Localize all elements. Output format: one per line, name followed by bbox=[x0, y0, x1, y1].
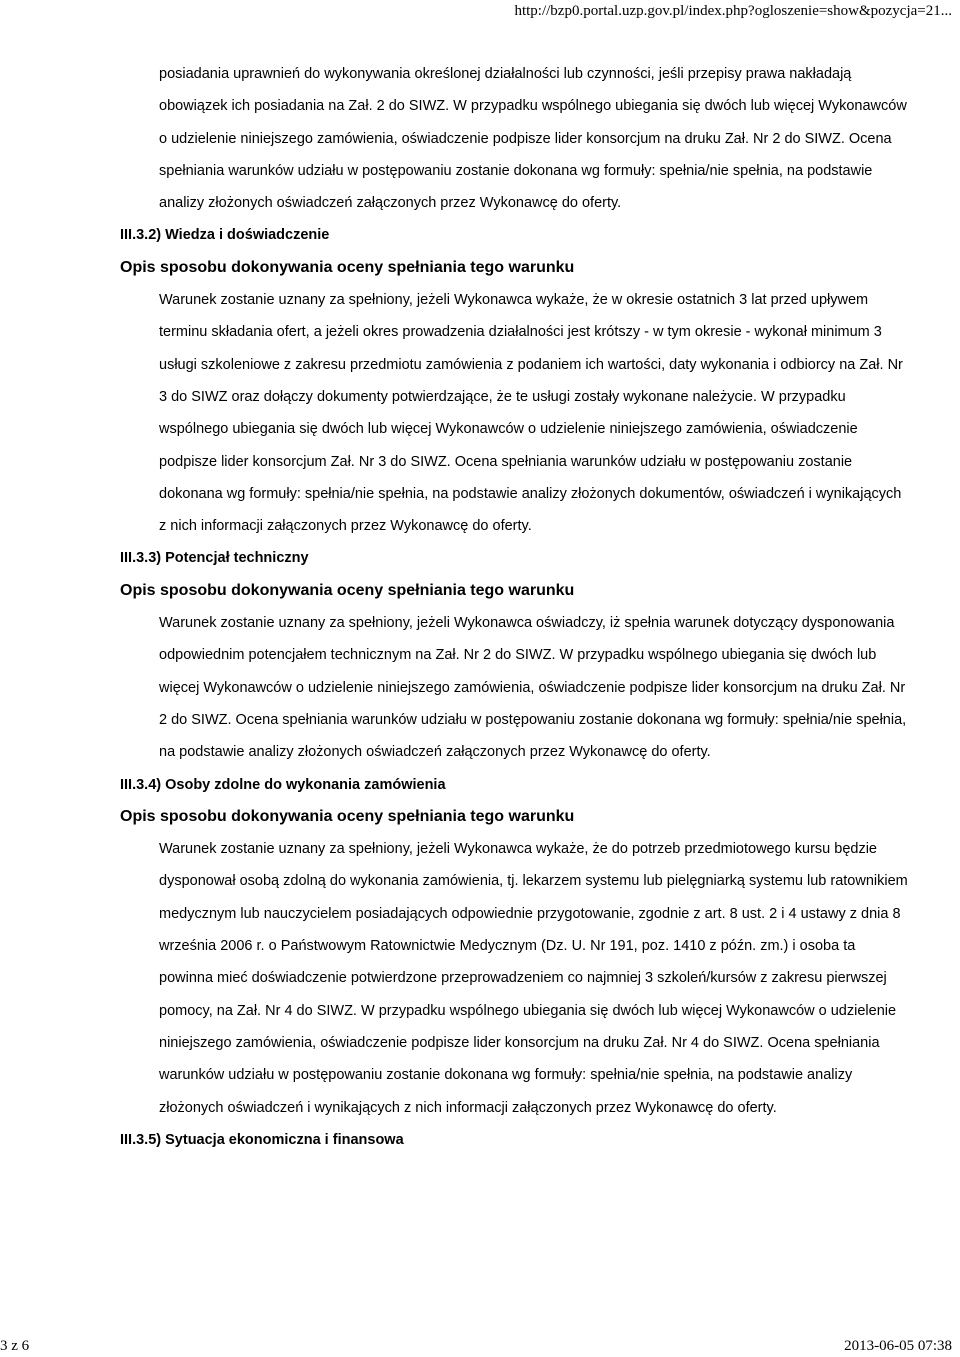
section-heading-wiedza: III.3.2) Wiedza i doświadczenie bbox=[120, 227, 330, 244]
paragraph-osoby: Warunek zostanie uznany za spełniony, jeżeli Wykonawca wykaże, że do potrzeb przedmiotowego kursu będzie dysponował osobą zdolną do wykonania zamówienia, tj. lekarzem systemu lub pielęgniarką systemu lub ratownikiem medycznym lub nauczycielem posiadających odpowiednie przygotowanie, zgodnie z art. 8 ust. 2 i 4 ustawy z dnia 8 września 2006 r. o Państwowym Ratownictwie Medycznym (Dz. U. Nr 191, poz. 1410 z późn. zm.) i osoba ta powinna mieć doświadczenie potwierdzone przeprowadzeniem co najmniej 3 szkoleń/kursów z zakresu pierwszej pomocy, na Zał. Nr 4 do SIWZ. W przypadku wspólnego ubiegania się dwóch lub więcej Wykonawców o udzielenie niniejszego zamówienia, oświadczenie podpisze lider konsorcjum na druku Zał. Nr 4 do SIWZ. Ocena spełniania warunków udziału w postępowaniu zostanie dokonana wg formuły: spełnia/nie spełnia, na podstawie analizy złożonych oświadczeń i wynikających z nich informacji załączonych przez Wykonawcę do oferty. bbox=[159, 841, 908, 1116]
assessment-heading-potencjal: Opis sposobu dokonywania oceny spełniania tego warunku bbox=[120, 581, 575, 599]
section-heading-potencjal: III.3.3) Potencjał techniczny bbox=[120, 550, 309, 567]
paragraph-potencjal: Warunek zostanie uznany za spełniony, jeżeli Wykonawca oświadczy, iż spełnia warunek dotyczący dysponowania odpowiednim potencjałem technicznym na Zał. Nr 2 do SIWZ. W przypadku wspólnego ubiegania się dwóch lub więcej Wykonawców o udzielenie niniejszego zamówienia, oświadczenie podpisze lider konsorcjum na druku Zał. Nr 2 do SIWZ. Ocena spełniania warunków udziału w postępowaniu zostanie dokonana wg formuły: spełnia/nie spełnia, na podstawie analizy złożonych oświadczeń załączonych przez Wykonawcę do oferty. bbox=[159, 615, 907, 761]
paragraph-wiedza: Warunek zostanie uznany za spełniony, jeżeli Wykonawca wykaże, że w okresie ostatnich 3 lat przed upływem terminu składania ofert, a jeżeli okres prowadzenia działalności jest krótszy - w tym okresie - wykonał minimum 3 usługi szkoleniowe z zakresu przedmiotu zamówienia z podaniem ich wartości, daty wykonania i odbiorcy na Zał. Nr 3 do SIWZ oraz dołączy dokumenty potwierdzające, że te usługi zostały wykonane należycie. W przypadku wspólnego ubiegania się dwóch lub więcej Wykonawców o udzielenie niniejszego zamówienia, oświadczenie podpisze lider konsorcjum Zał. Nr 3 do SIWZ. Ocena spełniania warunków udziału w postępowaniu zostanie dokonana wg formuły: spełnia/nie spełnia, na podstawie analizy złożonych dokumentów, oświadczeń i wynikających z nich informacji załączonych przez Wykonawcę do oferty. bbox=[159, 292, 903, 535]
document-content bbox=[120, 58, 910, 1156]
assessment-heading-wiedza: Opis sposobu dokonywania oceny spełniania tego warunku bbox=[120, 258, 575, 276]
page-number: 3 z 6 bbox=[0, 1338, 30, 1354]
print-header-url: http://bzp0.portal.uzp.gov.pl/index.php?ogloszenie=show&pozycja=21... bbox=[514, 3, 952, 19]
section-heading-sytuacja: III.3.5) Sytuacja ekonomiczna i finansowa bbox=[120, 1131, 404, 1148]
assessment-heading-osoby: Opis sposobu dokonywania oceny spełniania tego warunku bbox=[120, 807, 575, 825]
print-timestamp: 2013-06-05 07:38 bbox=[844, 1338, 952, 1354]
section-heading-osoby: III.3.4) Osoby zdolne do wykonania zamówienia bbox=[120, 776, 446, 793]
intro-paragraph: posiadania uprawnień do wykonywania określonej działalności lub czynności, jeśli przepisy prawa nakładają obowiązek ich posiadania na Zał. 2 do SIWZ. W przypadku wspólnego ubiegania się dwóch lub więcej Wykonawców o udzielenie niniejszego zamówienia, oświadczenie podpisze lider konsorcjum na druku Zał. Nr 2 do SIWZ. Ocena spełniania warunków udziału w postępowaniu zostanie dokonana wg formuły: spełnia/nie spełnia, na podstawie analizy złożonych oświadczeń załączonych przez Wykonawcę do oferty. bbox=[159, 66, 907, 212]
